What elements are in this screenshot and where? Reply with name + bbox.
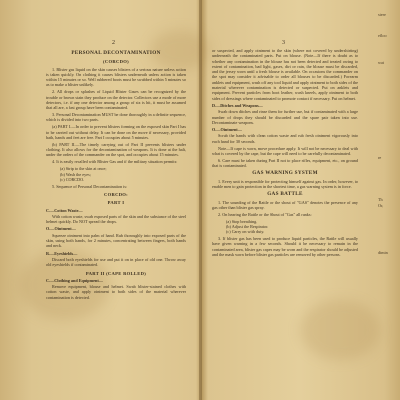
paragraph: 1. The sounding of the Rattle or the shout of "GAS" denotes the presence of any gas other than blister gas spray. — [212, 199, 358, 210]
step-list — [60, 166, 186, 182]
list-item: (b) Wash the eyes; — [60, 171, 91, 177]
edge-text-fragment: re — [378, 155, 382, 161]
paragraph: With cotton waste, swab exposed parts of the skin and the substance of the steel helmet quickly. Do NOT spread the drops. — [46, 213, 186, 225]
edge-text-fragment: wat — [378, 59, 385, 65]
paragraph: 2. On hearing the Rattle or the Shout of "Gas" all ranks: — [218, 211, 312, 217]
edge-text-fragment: Th — [378, 197, 383, 203]
list-item: (c) Carry on with duty. — [226, 229, 265, 235]
paragraph: 1. Blister gas liquid on the skin causes blisters of a serious nature unless action is taken quickly. On clothing it causes blisters underneath unless action is taken within 15 minutes or so. Well rubbered boots must be swabbed within 5 minutes so as to make a blister unlikely. — [46, 66, 186, 88]
center-fold — [199, 0, 202, 400]
left-column — [46, 48, 186, 302]
paragraph: Swab down ditches and rinse them for further use, but if contaminated with a large number of drops they should be discarded and the spare pair taken into use. Decontaminate weapons. — [212, 109, 358, 125]
paragraph: 3. Personal Decontamination MUST be done thoroughly in a definite sequence, which is divided into two parts. — [46, 112, 186, 123]
subheading: D.—Ditches and Weapons— — [212, 102, 263, 108]
part-heading: PART II (CAPE ROLLED) — [85, 270, 147, 276]
subheading: O.—Ointment— — [46, 226, 76, 232]
edge-text-fragment: efloo — [378, 33, 387, 39]
subheading: C.—Clothing and Equipment— — [46, 277, 103, 283]
edge-text-fragment: Or, — [378, 202, 384, 208]
paragraph: (b) PART II.—The timely carrying out of Part II prevents blisters under clothing. It also allows for the decontamination of weapons. It is done at the halt, under the orders of the commander on the spot, and occupies about 15 minutes. — [46, 141, 186, 158]
list-item: (b) Adjust the Respirator. — [226, 223, 269, 229]
paragraph: Note—If cape is worn, move procedure apply. It will not be necessary to deal with what is covered by the cape, but the cape will need to be carefully decontaminated. — [212, 145, 358, 156]
paper-stain — [300, 300, 380, 360]
page-number-right: 3 — [282, 40, 285, 46]
page-number-left: 2 — [112, 40, 115, 46]
paragraph: 2. All drops or splashes of Liquid Blister Gases can be recognized by the trouble or brown stain they produce on the detector. Collectors use a mode of more detectors, i.e. if any one detector among a group of six is hit, it must be assumed that all are, a fast group have been contaminated. — [46, 89, 186, 111]
next-page-edge-text — [378, 12, 400, 256]
part-heading: PART I — [107, 200, 125, 206]
edge-text-fragment: dimin — [378, 250, 388, 256]
section-title: GAS BATTLE — [267, 191, 303, 198]
paragraph: (a) PART I.—In order to prevent blisters forming on the exposed skin Part I has to be carried out without delay. It can be done on the move if necessary, provided bath, hands and feet are free. Part I occupies about 5 minutes. — [46, 124, 186, 140]
paragraph: or suspected, and apply ointment to the skin (where not covered by undershirting) underneath the contaminated parts. Put on blouse. (Note—If there is doubt as to whether any contamination in the blouse has not been detected and treated owing to extent of contamination, bad light, gases, dirt or rain, the blouse must be discarded, and the jersey worn until a fresh blouse is available. On occasions the commander on the spot may consider it advisable to order all blouses to be discarded.) Forearm anklets and equipment, wash off any tool liquid and apply ointment to both sides of the material wherever contamination is detected or suspected. Put on anklets and equipment. Prevent particles from boot leather, wash kneels, apply ointment to both sides of dressings where contaminated to promote contact if necessary. Put on helmet. — [212, 48, 358, 101]
section-subtitle: (CORCDO) — [103, 59, 129, 65]
list-item: (c) CORCDO. — [60, 176, 85, 182]
subheading: C.—Cotton Waste— — [46, 207, 83, 213]
section-title: PERSONAL DECONTAMINATION — [71, 50, 161, 56]
paragraph: Remove equipment, blouse and helmet. Swab blister-stained clothes with cotton waste, and apply ointment to both sides of the material wherever contamination is detected. — [46, 284, 186, 300]
paragraph: 3. If blister gas has been used to produce liquid particles, the Rattle will usually have given warning in a few seconds. Should it be necessary to remain in the contaminated area, blister gas capes may be worn and the respirator should be adjusted and the mask worn before blister gas particles are removed by other persons. — [212, 236, 358, 258]
paragraph: 1. Every unit is responsible for protecting himself against gas. In order, however, to enable men to gain protection in the shortest time, a gas warning system is in force. — [212, 178, 358, 190]
subheading: O.—Ointment— — [212, 127, 242, 133]
paragraph: 5. Sequence of Personal Decontamination is: — [52, 183, 128, 189]
paragraph: 4. It is easily recalled with Blister Gas and if the military situation permits: — [52, 159, 178, 165]
edge-text-fragment: stere — [378, 12, 386, 17]
paragraph: Squeeze ointment into palm of hand. Rub thoroughly into exposed parts of the skin, using both hands, for 2 minutes, concentrating between fingers, both hands and neck. — [46, 232, 186, 249]
list-item: (a) Stop breathing. — [226, 218, 258, 224]
sequence-label: CORCDO: — [103, 191, 129, 197]
paragraph: Scrub the hands with clean cotton waste and rub fresh ointment vigorously into each hand for 30 seconds. — [212, 133, 358, 144]
section-title: GAS WARNING SYSTEM — [252, 170, 318, 177]
right-column — [212, 12, 358, 259]
list-item: (a) Strip to the skin at once; — [60, 166, 107, 172]
paragraph: 6. Care must be taken during Part II not to place rifles, equipment, etc., on ground that is contaminated. — [212, 157, 358, 169]
action-list — [226, 219, 358, 235]
paragraph: Discard both eyeshields for use and put it on in place of old one. Throw away old eyeshields if contaminated. — [46, 256, 186, 268]
subheading: R.—Eyeshields— — [46, 250, 78, 256]
